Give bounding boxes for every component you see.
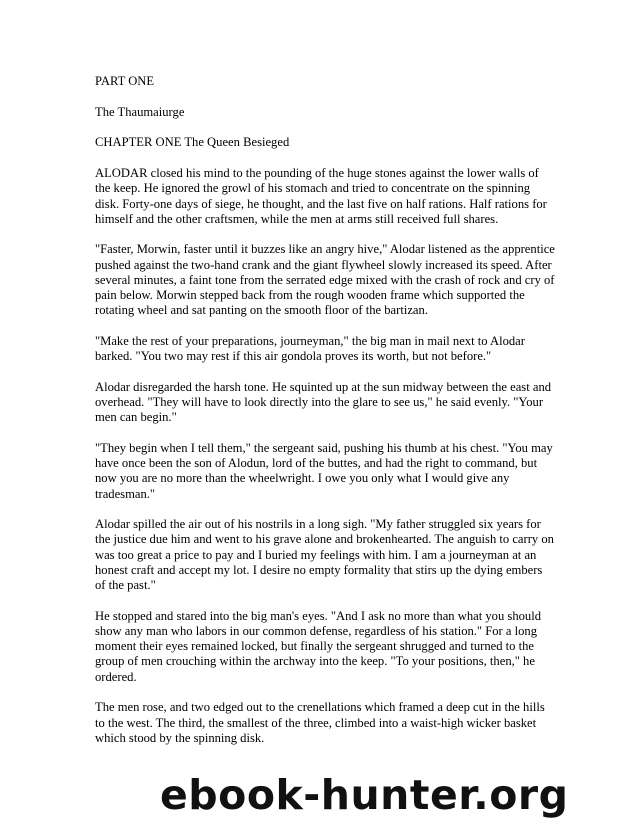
document-page	[95, 74, 555, 761]
book-title: The Thaumaiurge	[95, 104, 185, 119]
paragraph: The men rose, and two edged out to the crenellations which framed a deep cut in the hills to the west. The third, the smallest of the three, climbed into a waist-high wicker basket which stood by the spinning disk.	[95, 700, 545, 745]
paragraph: Alodar spilled the air out of his nostrils in a long sigh. "My father struggled six years for the justice due him and went to his grave alone and brokenhearted. The anguish to carry on was too great a price to pay and I buried my feelings with him. I am a journeyman at an honest craft and accept my lot. I desire no empty formality that stirs up the dying embers of the past."	[95, 517, 554, 593]
paragraph: He stopped and stared into the big man's eyes. "And I ask no more than what you should show any man who labors in our common defense, regardless of his station." For a long moment their eyes remained locked, but finally the sergeant shrugged and turned to the group of men crouching within the archway into the keep. "To your positions, then," he ordered.	[95, 608, 542, 684]
paragraph: "They begin when I tell them," the sergeant said, pushing his thumb at his chest. "You may have once been the son of Alodun, lord of the buttes, and had the right to command, but now you are no more than the wheelwright. I owe you only what I would give any tradesman."	[95, 440, 553, 501]
part-heading: PART ONE	[95, 74, 155, 88]
paragraph: "Make the rest of your preparations, journeyman," the big man in mail next to Alodar barked. "You two may rest if this air gondola proves its worth, but not before."	[95, 333, 525, 364]
paragraph: Alodar disregarded the harsh tone. He squinted up at the sun midway between the east and overhead. "They will have to look directly into the glare to see us," he said evenly. "Your men can begin."	[95, 379, 552, 425]
chapter-heading: CHAPTER ONE The Queen Besieged	[95, 135, 290, 150]
paragraph: ALODAR closed his mind to the pounding of the huge stones against the lower walls of the keep. He ignored the growl of his stomach and tried to concentrate on the spinning disk. Forty-one days of siege, he thought, and the last five on half rations. Half rations for himself and the other craftsmen, while the men at arms still received full shares.	[95, 166, 547, 226]
paragraph: "Faster, Morwin, faster until it buzzes like an angry hive," Alodar listened as the apprentice pushed against the two-hand crank and the giant flywheel slowly increased its speed. After several minutes, a faint tone from the serrated edge mixed with the crash of rock and cry of pain below. Morwin stepped back from the rough wooden frame which supported the rotating wheel and sat panting on the smooth floor of the bartizan.	[95, 242, 555, 318]
watermark-text: ebook-hunter.org	[160, 771, 569, 819]
